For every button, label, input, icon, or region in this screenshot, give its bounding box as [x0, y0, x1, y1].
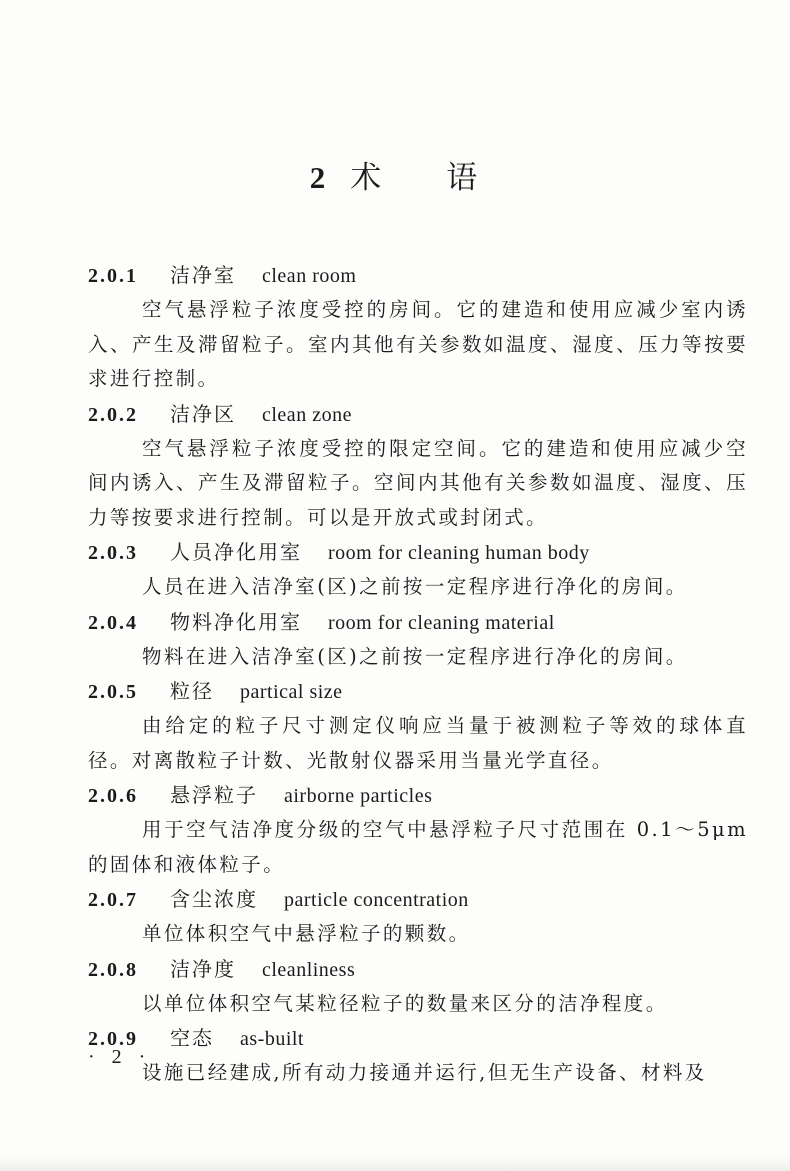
term-heading	[88, 258, 748, 293]
term-english: room for cleaning material	[328, 611, 555, 634]
term-definition: 单位体积空气中悬浮粒子的颗数。	[142, 922, 471, 945]
term-definition: 空气悬浮粒子浓度受控的限定空间。它的建造和使用应减少空间内诱入、产生及滞留粒子。空间内其他有关参数如温度、湿度、压力等按要求进行控制。可以是开放式或封闭式。	[88, 436, 748, 529]
term-entry	[88, 952, 748, 1022]
term-entry	[88, 535, 748, 605]
term-definition: 由给定的粒子尺寸测定仪响应当量于被测粒子等效的球体直径。对离散粒子计数、光散射仪器采用当量光学直径。	[88, 714, 748, 772]
term-english: as-built	[240, 1028, 304, 1050]
term-heading	[88, 535, 748, 570]
scan-edge-shadow	[0, 1157, 790, 1171]
term-english: cleanliness	[262, 958, 356, 981]
term-english: clean zone	[262, 403, 352, 426]
term-english: airborne particles	[284, 785, 433, 807]
term-chinese: 洁净室	[170, 263, 236, 287]
chapter-title-char-1: 术	[350, 160, 385, 196]
term-chinese: 洁净度	[170, 956, 236, 981]
term-definition: 人员在进入洁净室(区)之前按一定程序进行净化的房间。	[142, 575, 688, 598]
term-definition: 用于空气洁净度分级的空气中悬浮粒子尺寸范围在 0.1～5μm 的固体和液体粒子。	[88, 818, 748, 876]
term-heading	[88, 605, 748, 640]
term-definition: 空气悬浮粒子浓度受控的房间。它的建造和使用应减少室内诱入、产生及滞留粒子。室内其他有关参数如温度、湿度、压力等按要求进行控制。	[88, 298, 748, 390]
term-chinese: 粒径	[170, 679, 214, 703]
term-entry	[88, 258, 748, 397]
term-english: clean room	[262, 265, 357, 287]
term-number: 2.0.3	[88, 542, 138, 564]
term-definition: 物料在进入洁净室(区)之前按一定程序进行净化的房间。	[142, 644, 688, 668]
term-entry	[88, 882, 748, 952]
term-number: 2.0.2	[88, 403, 138, 426]
term-chinese: 洁净区	[170, 401, 236, 426]
term-chinese: 物料净化用室	[170, 609, 302, 634]
term-heading	[88, 952, 748, 987]
term-number: 2.0.9	[88, 1028, 138, 1050]
term-heading	[88, 882, 748, 917]
term-entry	[88, 397, 748, 536]
term-chinese: 空态	[170, 1026, 214, 1050]
chapter-number: 2	[309, 160, 329, 195]
term-number: 2.0.4	[88, 611, 138, 634]
term-definition: 设施已经建成,所有动力接通并运行,但无生产设备、材料及	[142, 1061, 707, 1084]
term-english: partical size	[240, 681, 343, 703]
term-number: 2.0.5	[88, 681, 138, 703]
term-heading	[88, 674, 748, 709]
page-number: · 2 ·	[88, 1046, 152, 1068]
term-entry	[88, 1021, 748, 1091]
term-number: 2.0.8	[88, 958, 138, 981]
term-english: particle concentration	[284, 889, 469, 911]
term-heading	[88, 397, 748, 432]
term-heading	[88, 778, 748, 813]
term-number: 2.0.6	[88, 785, 138, 807]
terms-list	[88, 258, 748, 1091]
term-entry	[88, 674, 748, 778]
term-entry	[88, 605, 748, 675]
term-heading	[88, 1021, 748, 1056]
term-english: room for cleaning human body	[328, 542, 590, 564]
term-chinese: 悬浮粒子	[170, 783, 258, 807]
term-chinese: 含尘浓度	[170, 887, 258, 911]
term-chinese: 人员净化用室	[170, 540, 302, 564]
chapter-title	[0, 152, 790, 197]
term-definition: 以单位体积空气某粒径粒子的数量来区分的洁净程度。	[142, 991, 668, 1015]
term-entry	[88, 778, 748, 882]
term-number: 2.0.7	[88, 889, 138, 911]
term-number: 2.0.1	[88, 265, 138, 287]
chapter-title-char-2: 语	[446, 160, 481, 196]
